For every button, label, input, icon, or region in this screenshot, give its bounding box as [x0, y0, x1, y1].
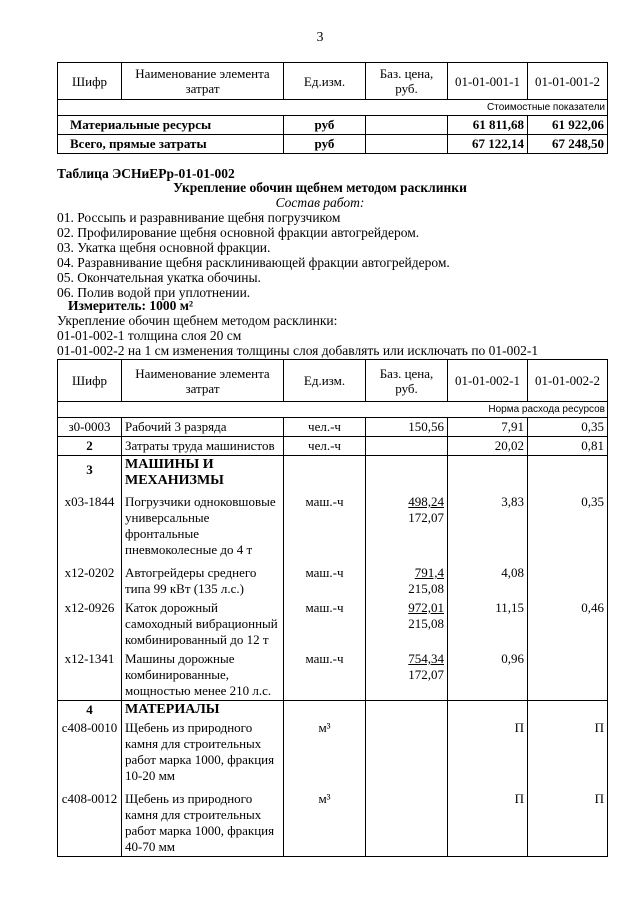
work-item: 03. Укатка щебня основной фракции.: [57, 240, 271, 255]
table-row: з0-0003 Рабочий 3 разряда чел.-ч 150,56 7,91 0,35: [58, 418, 608, 437]
table-header-row: [58, 360, 608, 402]
header-v1: 01-01-001-1: [448, 63, 528, 100]
work-item: 04. Разравнивание щебня расклинивающей фракции автогрейдером.: [57, 255, 450, 270]
header-v1: 01-01-002-1: [448, 360, 528, 402]
table-row: с408-0010 Щебень из природного камня для строительных работ марка 1000, фракция 10-20 мм м³ П П: [58, 719, 608, 785]
table-subtitle: Укрепление обочин щебнем методом расклинки: [173, 180, 467, 195]
table-row: х03-1844 Погрузчики одноковшовые универсальные фронтальные пневмоколесные до 4 т маш.-ч 498,24 172,07 3,83 0,35: [58, 490, 608, 559]
description-line: 01-01-002-2 на 1 см изменения толщины слоя добавлять или исключать по 01-002-1: [57, 343, 539, 358]
header-unit: Ед.изм.: [284, 360, 366, 402]
table-header-row: [58, 63, 608, 100]
table-row: 2 Затраты труда машинистов чел.-ч 20,02 0,81: [58, 437, 608, 456]
table-row: х12-1341 Машины дорожные комбинированные, мощностью менее 210 л.с. маш.-ч 754,34 172,07 0,96: [58, 649, 608, 701]
header-name: Наименование элемента затрат: [122, 360, 284, 402]
table-row: с408-0012 Щебень из природного камня для строительных работ марка 1000, фракция 40-70 мм м³ П П: [58, 785, 608, 857]
header-name: Наименование элемента затрат: [122, 63, 284, 100]
table-row: х12-0926 Каток дорожный самоходный вибрационный комбинированный до 12 т маш.-ч 972,01 215,08 11,15 0,46: [58, 598, 608, 649]
header-v2: 01-01-001-2: [528, 63, 608, 100]
table-row: Всего, прямые затраты руб 67 122,14 67 248,50: [58, 135, 608, 154]
header-unit: Ед.изм.: [284, 63, 366, 100]
work-item: 02. Профилирование щебня основной фракции автогрейдером.: [57, 225, 420, 240]
table-title: Таблица ЭСНиЕРр-01-01-002: [57, 166, 235, 181]
page-number: 3: [316, 30, 324, 45]
description-line: Укрепление обочин щебнем методом расклинки:: [57, 313, 338, 328]
section-row: 3 МАШИНЫ И МЕХАНИЗМЫ: [58, 456, 608, 491]
table-row: Материальные ресурсы руб 61 811,68 61 922,06: [58, 116, 608, 135]
header-code: Шифр: [58, 63, 122, 100]
work-item: 06. Полив водой при уплотнении.: [57, 285, 251, 300]
header-price: Баз. цена, руб.: [366, 360, 448, 402]
work-item: 01. Россыпь и разравнивание щебня погрузчиком: [57, 210, 341, 225]
section-row: 4 МАТЕРИАЛЫ: [58, 701, 608, 720]
section-label: Стоимостные показатели: [58, 100, 608, 116]
header-v2: 01-01-002-2: [528, 360, 608, 402]
header-code: Шифр: [58, 360, 122, 402]
resource-table: [57, 359, 608, 857]
cost-table: [57, 62, 608, 154]
table-row: х12-0202 Автогрейдеры среднего типа 99 кВт (135 л.с.) маш.-ч 791,4 215,08 4,08: [58, 559, 608, 598]
header-price: Баз. цена, руб.: [366, 63, 448, 100]
description-line: 01-01-002-1 толщина слоя 20 см: [57, 328, 242, 343]
work-item: 05. Окончательная укатка обочины.: [57, 270, 261, 285]
section-label: Норма расхода ресурсов: [58, 402, 608, 418]
composition-title: Состав работ:: [275, 195, 365, 210]
meter: Измеритель: 1000 м²: [68, 298, 194, 313]
